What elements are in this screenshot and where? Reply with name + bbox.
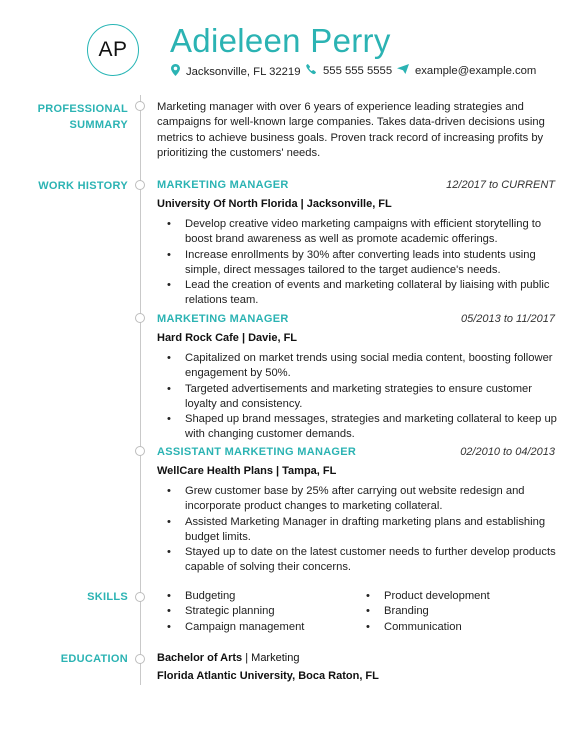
education-degree-line [157,652,299,664]
education-school: Florida Atlantic University, Boca Raton, FL [157,670,379,682]
list-item: • Capitalized on market trends using social media content, boosting follower engagement by 50%. [157,351,557,382]
job-dates: 02/2010 to 04/2013 [460,446,555,458]
job-bullets [157,351,557,443]
section-title-summary [8,101,128,133]
email-text: example@example.com [415,64,537,77]
timeline-dot-skills [135,592,145,602]
skill-item: • Campaign management [157,620,557,635]
list-item: • Shaped up brand messages, strategies and marketing collateral to keep up with changing customer demands. [157,412,557,443]
skill-item: • Budgeting [157,589,557,604]
monogram-text: AP [98,38,128,61]
timeline-dot-job-3 [135,446,145,456]
send-icon [397,64,409,77]
section-title-education: EDUCATION [60,653,128,665]
education-degree: Bachelor of Arts [157,652,243,664]
timeline-dot-job-1 [135,180,145,190]
list-item: • Stayed up to date on the latest customer needs to further develop products capable of solving their concerns. [157,545,557,576]
education-field: Marketing [251,652,300,664]
job-employer: WellCare Health Plans | Tampa, FL [157,465,337,477]
contact-email [397,64,536,77]
skill-item: • Communication [356,620,575,635]
contact-phone [306,64,392,78]
timeline-dot-education [135,654,145,664]
skill-item: • Strategic planning [157,604,557,619]
section-title-work-history: WORK HISTORY [38,180,128,192]
section-title-skills: SKILLS [87,591,128,603]
map-pin-icon [171,64,180,79]
job-bullets [157,484,557,576]
monogram-avatar [87,24,139,76]
contact-location [171,64,301,79]
location-text: Jacksonville, FL 32219 [186,65,301,78]
list-item: • Increase enrollments by 30% after converting leads into students using simple, direct messages tailored to the target audience's needs. [157,248,557,279]
phone-icon [306,64,317,78]
skill-item: • Branding [356,604,575,619]
job-bullets [157,217,557,309]
job-title: ASSISTANT MARKETING MANAGER [157,446,357,458]
skills-list-right [356,589,575,635]
candidate-name: Adieleen Perry [170,22,391,59]
summary-title-line2: SUMMARY [69,119,128,131]
summary-text: Marketing manager with over 6 years of experience leading strategies and campaigns for well-known large companies. Takes data-driven decisions using metrics to achieve business goals. Proven track record of increasing profits by prioritizing the customers' needs. [157,101,545,159]
job-dates: 05/2013 to 11/2017 [461,313,555,325]
skill-item: • Product development [356,589,575,604]
list-item: • Targeted advertisements and marketing strategies to ensure customer loyalty and consistency. [157,382,557,413]
job-employer: Hard Rock Cafe | Davie, FL [157,332,298,344]
summary-title-line1: PROFESSIONAL [37,103,128,115]
timeline-dot-summary [135,101,145,111]
list-item: • Assisted Marketing Manager in drafting marketing plans and establishing budget limits. [157,515,557,546]
job-employer: University Of North Florida | Jacksonville, FL [157,198,392,210]
phone-text: 555 555 5555 [323,65,393,77]
job-dates: 12/2017 to CURRENT [446,179,555,191]
list-item: • Lead the creation of events and marketing collateral by liaising with public relations team. [157,278,557,309]
list-item: • Grew customer base by 25% after carrying out website redesign and incorporate product changes to marketing collateral. [157,484,557,515]
education-separator: | [242,652,252,664]
timeline-dot-job-2 [135,313,145,323]
job-title: MARKETING MANAGER [157,313,289,325]
job-title: MARKETING MANAGER [157,179,289,191]
list-item: • Develop creative video marketing campaigns with efficient storytelling to boost brand awareness as well as promote academic offerings. [157,217,557,248]
